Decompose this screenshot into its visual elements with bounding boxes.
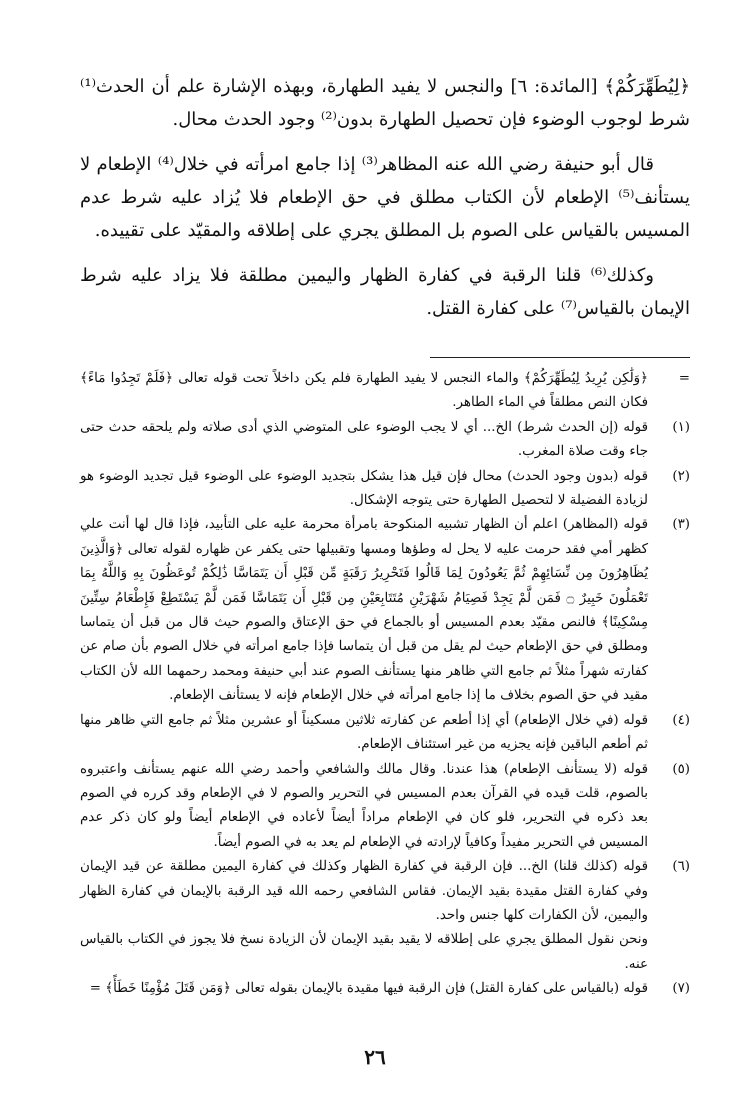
footnote-text: قوله (المظاهر) اعلم أن الظهار تشبيه المنكوحة بامرأة محرمة عليه على التأبيد، فإذا قال لها أنت علي كظهر أمي فقد حرمت عليه لا يحل له وطؤها ومسها وتقبيلها حتى يكفر عن ظهاره لقوله تعالى ﴿وَالَّذِينَ يُظَاهِرُونَ مِن نِّسَائِهِمْ ثُمَّ يَعُودُونَ لِمَا قَالُوا فَتَحْرِيرُ رَقَبَةٍ مِّن قَبْلِ أَن يَتَمَاسَّا ذَٰلِكُمْ تُوعَظُونَ بِهِ وَاللَّهُ بِمَا تَعْمَلُونَ خَبِيرٌ ۝ فَمَن لَّمْ يَجِدْ فَصِيَامُ شَهْرَيْنِ مُتَتَابِعَيْنِ مِن قَبْلِ أَن يَتَمَاسَّا فَمَن لَّمْ يَسْتَطِعْ فَإِطْعَامُ سِتِّينَ مِسْكِينًا﴾ فالنص مقيّد بعدم المسيس أو بالجماع في حق الإعتاق والصوم حيث قال من قبل أن يتماسا ومطلق في حق الإطعام حيث لم يقل من قبل أن يتماسا فإذا جامع امرأته في خلال الصوم بأن صام عن كفارته شهراً مثلاً ثم جامع التي ظاهر منها يستأنف الصوم عند أبي حنيفة ومحمد رحمهما الله لأن الكتاب مقيد في حق الصوم بخلاف ما إذا جامع امرأته في خلال الإطعام فإنه لا يستأنف الإطعام. [80,517,648,704]
footnote-text: قوله (إن الحدث شرط) الخ... أي لا يجب الوضوء على المتوضي الذي أدى صلاته ولم يلحقه حدث حتى جاء وقت صلاة المغرب. [80,419,648,460]
footnote-separator [430,357,690,358]
footnote-1 [80,416,690,465]
footnote-continuation [80,367,690,416]
continuation-mark: = [678,371,690,386]
paragraph-2: قال أبو حنيفة رضي الله عنه المظاهر⁽³⁾ إذا جامع امرأته في خلال⁽⁴⁾ الإطعام لا يستأنف⁽⁵⁾ الإطعام لأن الكتاب مطلق في حق الإطعام فلا يُزاد عليه شرط عدم المسيس بالقياس على الصوم بل المطلق يجري على إطلاقه والمقيّد على تقييده. [80,154,690,241]
footnote-number: (٤) [672,712,690,728]
footnote-4 [80,709,690,758]
footnote-continuation-text: ﴿وَلَٰكِن يُرِيدُ لِيُطَهِّرَكُمْ﴾ والماء النجس لا يفيد الطهارة فلم يكن داخلاً تحت قوله تعالى ﴿فَلَمْ تَجِدُوا مَاءً﴾ فكان النص مطلقاً في الماء الطاهر. [80,371,648,411]
paragraph-3: وكذلك⁽⁶⁾ قلنا الرقبة في كفارة الظهار واليمين مطلقة فلا يزاد عليه شرط الإيمان بالقياس⁽⁷⁾ على كفارة القتل. [80,265,690,319]
footnote-number: (١) [672,419,690,435]
footnote-number: (٧) [672,981,690,997]
footnote-number: (٦) [672,859,690,875]
footnote-number: (٥) [672,761,690,777]
footnote-text: قوله (لا يستأنف الإطعام) هذا عندنا. وقال مالك والشافعي وأحمد رضي الله عنهم يستأنف واعتبروه بالصوم، قلت قيده في القرآن بعدم المسيس في التحرير والصوم لا في الإطعام وقد كرره في الصوم بعد ذكره في التحرير، فلو كان في الإطعام مراداً أيضاً لأعاده في الإطعام أيضاً ولو كان ذكر عدم المسيس في التحرير مفيداً وكافياً لإرادته في الإطعام لم يعد به في الصوم أيضاً. [80,761,648,850]
footnote-3 [80,513,690,708]
footnote-text-continued: ونحن نقول المطلق يجري على إطلاقه لا يقيد بقيد الإيمان لأن الزيادة نسخ فلا يجوز في الكتاب بالقياس عنه. [80,932,648,972]
footnote-text: قوله (كذلك قلنا) الخ... فإن الرقبة في كفارة الظهار وكذلك في كفارة اليمين مطلقة عن قيد الإيمان وفي كفارة القتل مقيدة بقيد الإيمان. فقاس الشافعي رحمه الله قيد الرقبة بالإيمان في كفارة الظهار واليمين، لأن الكفارات كلها جنس واحد. [80,859,648,923]
footnote-number: (٣) [672,517,690,533]
main-text [80,70,690,337]
footnote-text: قوله (بالقياس على كفارة القتل) فإن الرقبة فيها مقيدة بالإيمان بقوله تعالى ﴿وَمَن قَتَلَ مُؤْمِنًا خَطَأً﴾ = [89,981,648,997]
footnote-text: قوله (في خلال الإطعام) أي إذا أطعم عن كفارته ثلاثين مسكيناً أو عشرين مثلاً ثم جامع التي ظاهر منها ثم أطعم الباقين فإنه يجزيه من غير استئناف الإطعام. [80,712,648,753]
footnote-5 [80,758,690,856]
footnote-number: (٢) [672,468,690,484]
footnote-2 [80,465,690,514]
footnote-text: قوله (بدون وجود الحدث) محال فإن قيل هذا يشكل بتجديد الوضوء على الوضوء قيل تجديد الوضوء هو لزيادة الفضيلة لا لتحصيل الطهارة حتى يتوجه الإشكال. [80,468,648,509]
page-number: ٢٦ [364,1045,386,1069]
footnote-7 [80,977,690,1001]
footnotes [80,367,690,1002]
paragraph-1: ﴿لِيُطَهِّرَكُمْ﴾ [المائدة: ٦] والنجس لا يفيد الطهارة، وبهذه الإشارة علم أن الحدث⁽¹⁾ شرط لوجوب الوضوء فإن تحصيل الطهارة بدون⁽²⁾ وجود الحدث محال. [80,76,690,130]
footnote-6 [80,855,690,977]
